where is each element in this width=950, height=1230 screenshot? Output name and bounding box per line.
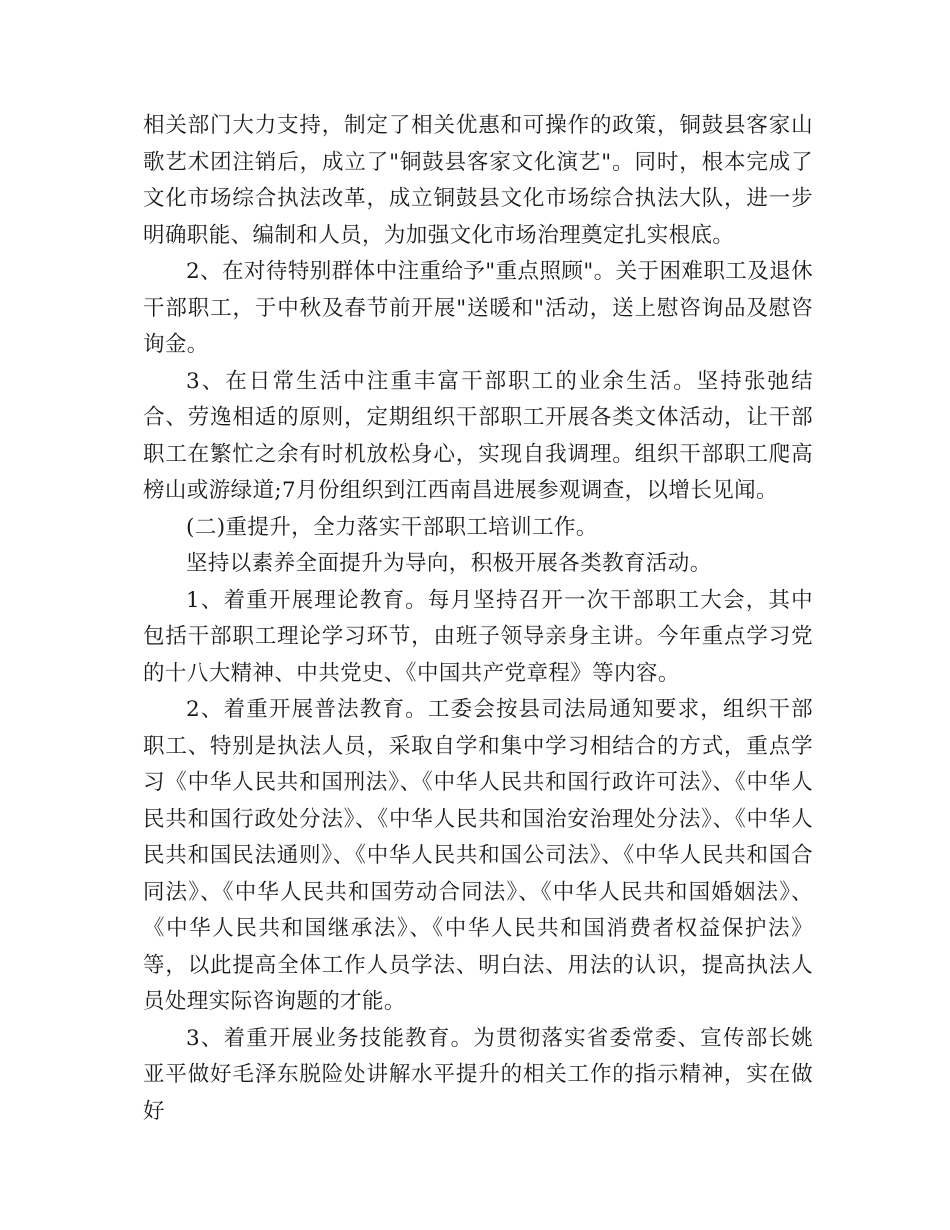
paragraph-7: 3、着重开展业务技能教育。为贯彻落实省委常委、宣传部长姚亚平做好毛泽东脱险处讲解水平提升的相关工作的指示精神，实在做好 <box>143 1025 813 1124</box>
document-page <box>143 108 813 1130</box>
paragraph-4: 坚持以素养全面提升为导向，积极开展各类教育活动。 <box>186 551 712 576</box>
paragraph-2: 2、在对待特别群体中注重给予"重点照顾"。关于困难职工及退休干部职工，于中秋及春节前开展"送暖和"活动，送上慰咨询品及慰咨询金。 <box>143 259 813 357</box>
paragraph-6: 2、着重开展普法教育。工委会按县司法局通知要求，组织干部职工、特别是执法人员，采取自学和集中学习相结合的方式，重点学习《中华人民共和国刑法》、《中华人民共和国行政许可法》、《中华人民共和国行政处分法》、《中华人民共和国治安治理处分法》、《中华人民共和国民法通则》、《中华人民共和国公司法》、《中华人民共和国合同法》、《中华人民共和国劳动合同法》、《中华人民共和国婚姻法》、《中华人民共和国继承法》、《中华人民共和国消费者权益保护法》等，以此提高全体工作人员学法、明白法、用法的认识，提高执法人员处理实际咨询题的才能。 <box>143 697 813 1014</box>
paragraph-5: 1、着重开展理论教育。每月坚持召开一次干部职工大会，其中包括干部职工理论学习环节，由班子领导亲身主讲。今年重点学习党的十八大精神、中共党史、《中国共产党章程》等内容。 <box>143 587 813 686</box>
paragraph-3: 3、在日常生活中注重丰富干部职工的业余生活。坚持张弛结合、劳逸相适的原则，定期组织干部职工开展各类文体活动，让干部职工在繁忙之余有时机放松身心，实现自我调理。组织干部职工爬高榜山或游绿道;7月份组织到江西南昌进展参观调查，以增长见闻。 <box>143 368 813 503</box>
paragraph-1: 相关部门大力支持，制定了相关优惠和可操作的政策，铜鼓县客家山歌艺术团注销后，成立了"铜鼓县客家文化演艺"。同时，根本完成了文化市场综合执法改革，成立铜鼓县文化市场综合执法大队，进一步明确职能、编制和人员，为加强文化市场治理奠定扎实根底。 <box>143 113 813 248</box>
section-heading: (二)重提升，全力落实干部职工培训工作。 <box>186 514 598 540</box>
